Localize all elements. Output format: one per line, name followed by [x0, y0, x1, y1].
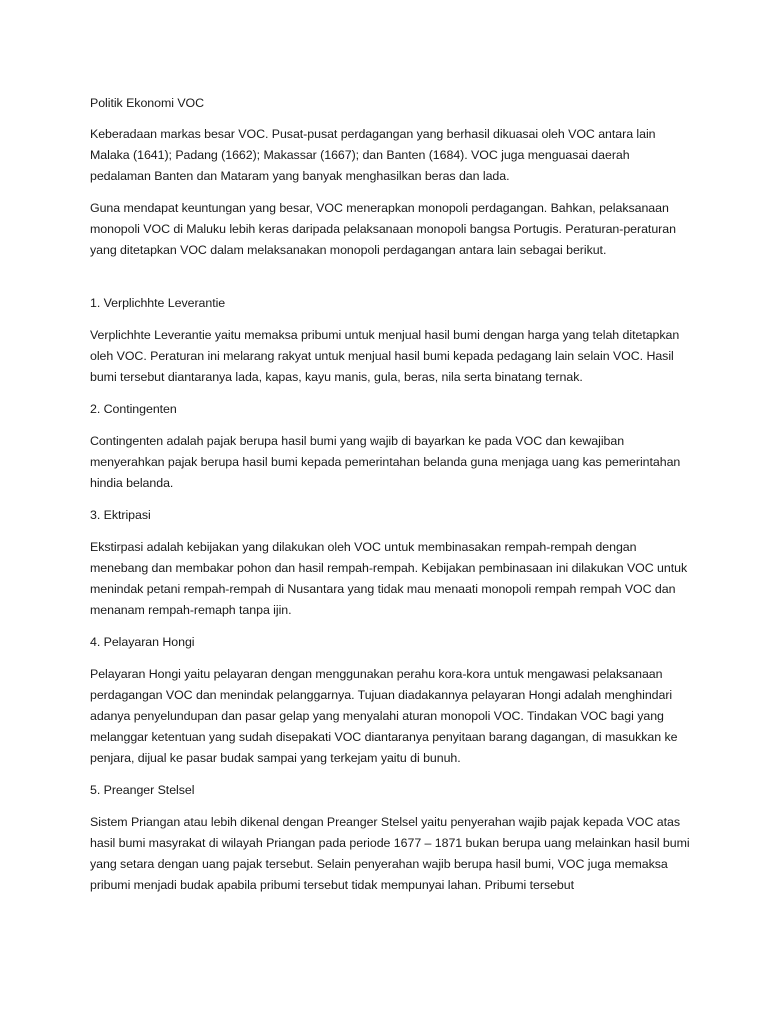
section-heading-contingenten: 2. Contingenten	[90, 402, 177, 416]
intro-paragraph-1: Keberadaan markas besar VOC. Pusat-pusat perdagangan yang berhasil dikuasai oleh VOC antara lain Malaka (1641); Padang (1662); Makassar (1667); dan Banten (1684). VOC juga menguasai daerah pedalaman Banten dan Mataram yang banyak menghasilkan beras dan lada.	[90, 127, 656, 183]
document-content	[90, 93, 690, 907]
document-title: Politik Ekonomi VOC	[90, 96, 205, 110]
section-heading-preanger-stelsel: 5. Preanger Stelsel	[90, 783, 195, 797]
intro-paragraph-2: Guna mendapat keuntungan yang besar, VOC menerapkan monopoli perdagangan. Bahkan, pelaksanaan monopoli VOC di Maluku lebih keras daripada pelaksanaan monopoli bangsa Portugis. Peraturan-peraturan yang ditetapkan VOC dalam melaksanakan monopoli perdagangan antara lain sebagai berikut.	[90, 201, 676, 257]
section-body-pelayaran-hongi: Pelayaran Hongi yaitu pelayaran dengan menggunakan perahu kora-kora untuk mengawasi pelaksanaan perdagangan VOC dan menindak pelanggarnya. Tujuan diadakannya pelayaran Hongi adalah menghindari adanya penyelundupan dan pasar gelap yang menyalahi aturan monopoli VOC. Tindakan VOC bagi yang melanggar ketentuan yang sudah disepakati VOC diantaranya penyitaan barang dagangan, di masukkan ke penjara, dijual ke pasar budak sampai yang terkejam yaitu di bunuh.	[90, 667, 678, 765]
section-heading-pelayaran-hongi: 4. Pelayaran Hongi	[90, 635, 195, 649]
section-body-contingenten: Contingenten adalah pajak berupa hasil bumi yang wajib di bayarkan ke pada VOC dan kewajiban menyerahkan pajak berupa hasil bumi kepada pemerintahan belanda guna menjaga uang kas pemerintahan hindia belanda.	[90, 434, 681, 490]
section-body-preanger-stelsel: Sistem Priangan atau lebih dikenal dengan Preanger Stelsel yaitu penyerahan wajib pajak kepada VOC atas hasil bumi masyrakat di wilayah Priangan pada periode 1677 – 1871 bukan berupa uang melainkan hasil bumi yang setara dengan uang pajak tersebut. Selain penyerahan wajib berupa hasil bumi, VOC juga memaksa pribumi menjadi budak apabila pribumi tersebut tidak mempunyai lahan. Pribumi tersebut	[90, 815, 690, 892]
section-heading-verplichhte-leverantie: 1. Verplichhte Leverantie	[90, 296, 226, 310]
section-body-ektripasi: Ekstirpasi adalah kebijakan yang dilakukan oleh VOC untuk membinasakan rempah-rempah dengan menebang dan membakar pohon dan hasil rempah-rempah. Kebijakan pembinasaan ini dilakukan VOC untuk menindak petani rempah-rempah di Nusantara yang tidak mau menaati monopoli rempah rempah VOC dan menanam rempah-remaph tanpa ijin.	[90, 540, 688, 617]
section-body-verplichhte-leverantie: Verplichhte Leverantie yaitu memaksa pribumi untuk menjual hasil bumi dengan harga yang telah ditetapkan oleh VOC. Peraturan ini melarang rakyat untuk menjual hasil bumi kepada pedagang lain selain VOC. Hasil bumi tersebut diantaranya lada, kapas, kayu manis, gula, beras, nila serta binatang ternak.	[90, 328, 680, 384]
section-heading-ektripasi: 3. Ektripasi	[90, 508, 151, 522]
